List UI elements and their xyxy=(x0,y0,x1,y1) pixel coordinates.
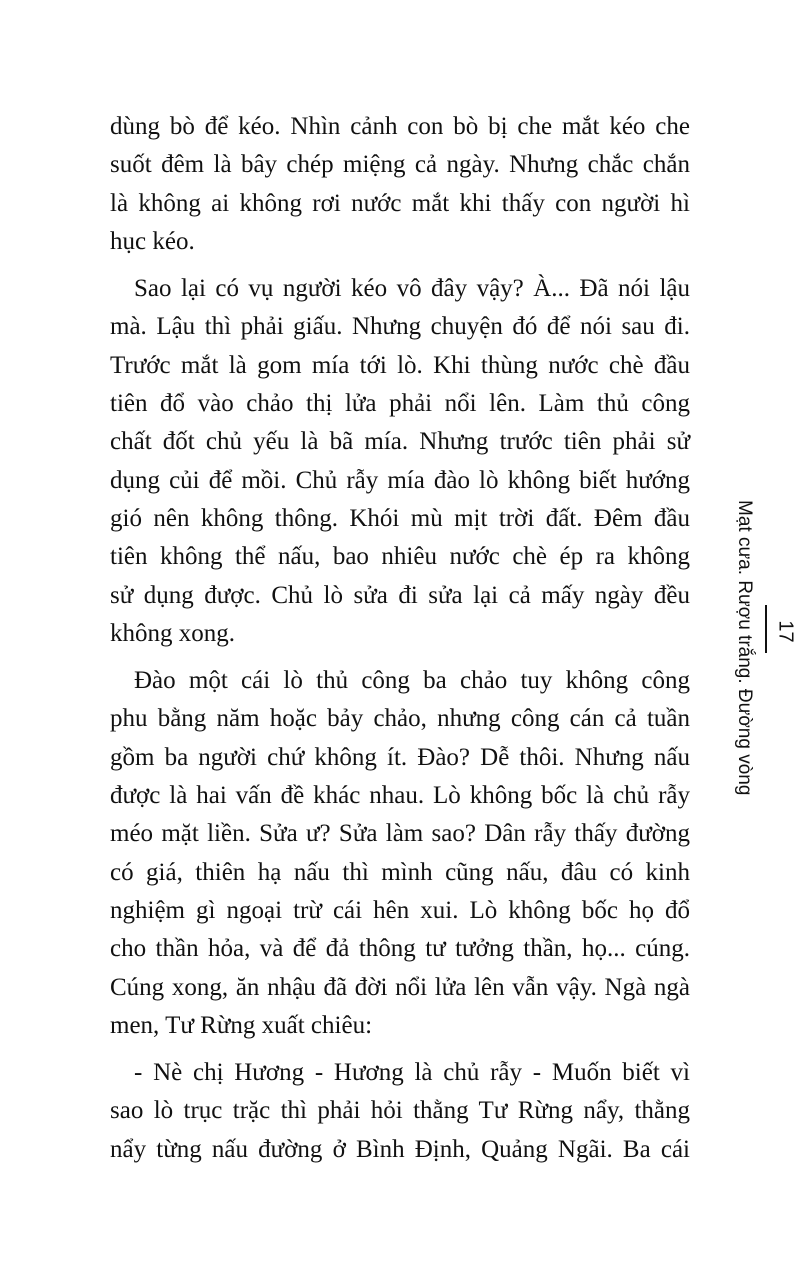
text-line: tiên đổ vào chảo thị lửa phải nổi lên. Làm thủ công xyxy=(110,390,690,418)
text-line: là không ai không rơi nước mắt khi thấy con người hì xyxy=(110,189,690,217)
text-line: dụng củi để mồi. Chủ rẫy mía đào lò không biết hướng xyxy=(110,466,690,494)
paragraph xyxy=(110,662,690,1045)
page-number-rule xyxy=(765,605,767,653)
body-text xyxy=(110,108,690,1178)
text-line: không xong. xyxy=(110,619,235,647)
text-line: sao lò trục trặc thì phải hỏi thằng Tư Rừng nẩy, thằng xyxy=(110,1097,690,1125)
text-line: Sao lại có vụ người kéo vô đây vậy? À... Đã nói lậu xyxy=(134,275,690,303)
text-line: suốt đêm là bây chép miệng cả ngày. Nhưng chắc chắn xyxy=(110,151,690,179)
text-line: mà. Lậu thì phải giấu. Nhưng chuyện đó để nói sau đi. xyxy=(110,313,690,341)
text-line: cho thần hỏa, và để đả thông tư tưởng thần, họ... cúng. xyxy=(110,935,690,963)
text-line: Cúng xong, ăn nhậu đã đời nổi lửa lên vẫn vậy. Ngà ngà xyxy=(110,973,690,1001)
running-header-title: Mạt cưa. Rượu trắng. Đường vòng xyxy=(734,500,755,796)
paragraph xyxy=(110,108,690,261)
text-line: hục kéo. xyxy=(110,227,195,255)
text-line: chất đốt chủ yếu là bã mía. Nhưng trước tiên phải sử xyxy=(110,428,690,456)
paragraph xyxy=(110,270,690,653)
text-line: sử dụng được. Chủ lò sửa đi sửa lại cả mấy ngày đều xyxy=(110,581,690,609)
text-line: Đào một cái lò thủ công ba chảo tuy không công xyxy=(134,667,690,695)
text-line: méo mặt liền. Sửa ư? Sửa làm sao? Dân rẫy thấy đường xyxy=(110,820,690,848)
text-line: phu bằng năm hoặc bảy chảo, nhưng công cán cả tuần xyxy=(110,705,690,733)
text-line: nghiệm gì ngoại trừ cái hên xui. Lò không bốc họ đổ xyxy=(110,896,690,924)
text-line: Trước mắt là gom mía tới lò. Khi thùng nước chè đầu xyxy=(110,351,690,379)
text-line: gió nên không thông. Khói mù mịt trời đất. Đêm đầu xyxy=(110,504,690,532)
text-line: tiên không thể nấu, bao nhiêu nước chè ép ra không xyxy=(110,543,690,571)
text-line: được là hai vấn đề khác nhau. Lò không bốc là chủ rẫy xyxy=(110,782,690,810)
text-line: men, Tư Rừng xuất chiêu: xyxy=(110,1011,373,1039)
text-line: dùng bò để kéo. Nhìn cảnh con bò bị che mắt kéo che xyxy=(110,113,690,140)
page-number: 17 xyxy=(774,620,797,643)
running-header xyxy=(733,500,755,796)
paragraph xyxy=(110,1054,690,1169)
text-line: nẩy từng nấu đường ở Bình Định, Quảng Ngãi. Ba cái xyxy=(110,1135,690,1163)
text-line: gồm ba người chứ không ít. Đào? Dễ thôi. Nhưng nấu xyxy=(110,743,690,771)
text-line: - Nè chị Hương - Hương là chủ rẫy - Muốn biết vì xyxy=(134,1059,690,1087)
text-line: có giá, thiên hạ nấu thì mình cũng nấu, đâu có kinh xyxy=(110,858,690,886)
